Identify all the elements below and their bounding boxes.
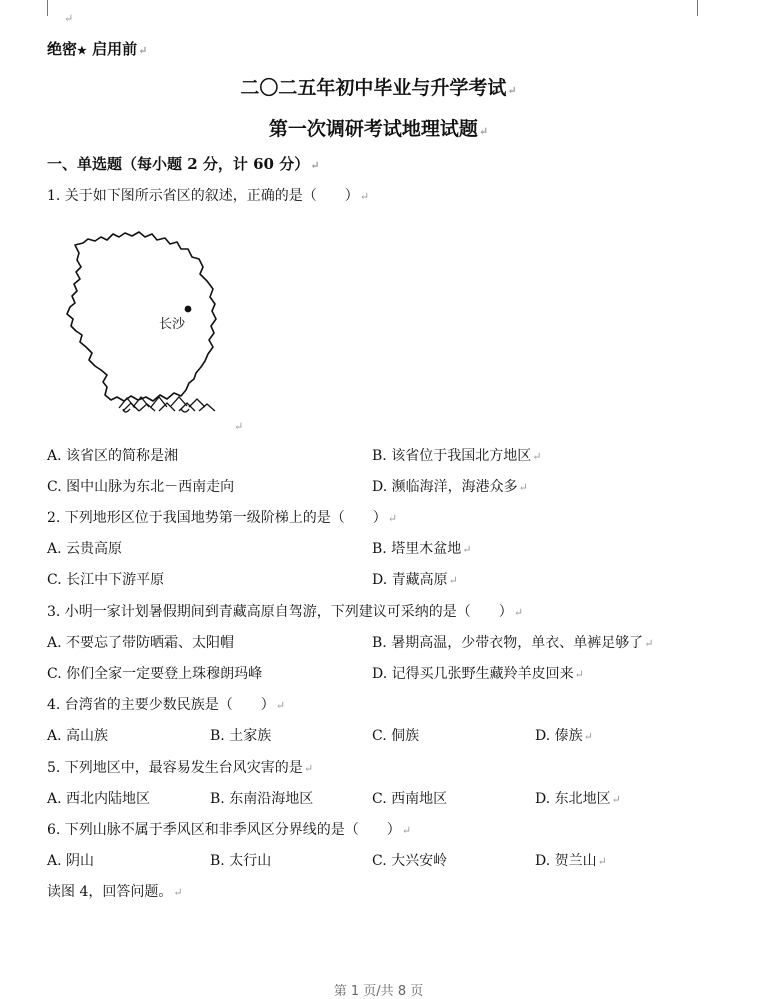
paragraph-mark-icon: ↵ bbox=[138, 44, 148, 57]
crop-mark-left bbox=[47, 0, 48, 16]
option-a bbox=[47, 790, 150, 808]
option-text: C. 大兴安岭 bbox=[372, 853, 448, 869]
paragraph-mark-icon: ↵ bbox=[448, 574, 458, 587]
option-text: C. 图中山脉为东北－西南走向 bbox=[47, 479, 235, 495]
province-map-figure bbox=[55, 225, 230, 425]
option-text: A. 不要忘了带防晒霜、太阳帽 bbox=[47, 635, 235, 651]
question-stem bbox=[47, 696, 285, 715]
page-footer: 第 1 页/共 8 页 bbox=[333, 984, 424, 999]
option-text: D. 濒临海洋，海港众多 bbox=[372, 479, 518, 495]
option-a bbox=[47, 727, 108, 745]
option-d bbox=[535, 727, 593, 746]
option-a bbox=[47, 540, 122, 558]
paragraph-mark-icon: ↵ bbox=[462, 543, 472, 556]
question-stem bbox=[47, 603, 523, 622]
paragraph-mark-icon: ↵ bbox=[478, 125, 489, 138]
paragraph-mark-icon: ↵ bbox=[310, 159, 320, 172]
paragraph-mark-icon: ↵ bbox=[303, 762, 314, 775]
option-b bbox=[210, 852, 271, 870]
exam-subtitle-text: 第一次调研考试地理试题 bbox=[268, 118, 478, 140]
option-d bbox=[372, 478, 528, 497]
question-stem-text: 2. 下列地形区位于我国地势第一级阶梯上的是（ ） bbox=[47, 510, 387, 526]
paragraph-mark-icon: ↵ bbox=[583, 730, 593, 743]
paragraph-mark-icon: ↵ bbox=[234, 420, 244, 433]
option-text: C. 西南地区 bbox=[372, 791, 448, 807]
option-text: B. 太行山 bbox=[210, 853, 272, 869]
option-text: D. 青藏高原 bbox=[372, 572, 448, 588]
paragraph-mark-icon: ↵ bbox=[574, 668, 584, 681]
option-text: D. 记得买几张野生藏羚羊皮回来 bbox=[372, 666, 574, 682]
star-icon: ★ bbox=[77, 44, 87, 57]
paragraph-mark-icon: ↵ bbox=[507, 84, 517, 97]
option-text: A. 高山族 bbox=[47, 728, 109, 744]
paragraph-mark-icon: ↵ bbox=[644, 637, 654, 650]
question-stem-text: 4. 台湾省的主要少数民族是（ ） bbox=[47, 697, 275, 713]
option-c bbox=[47, 665, 262, 683]
option-d bbox=[372, 665, 584, 684]
province-outline bbox=[67, 232, 216, 401]
option-c bbox=[372, 727, 419, 745]
section-heading bbox=[47, 155, 319, 175]
question-stem bbox=[47, 509, 397, 528]
paragraph-mark-icon: ↵ bbox=[64, 12, 74, 25]
option-text: B. 土家族 bbox=[210, 728, 272, 744]
option-text: A. 阴山 bbox=[47, 853, 95, 869]
option-text: B. 东南沿海地区 bbox=[210, 791, 314, 807]
option-c bbox=[47, 478, 234, 496]
option-a bbox=[47, 447, 178, 465]
option-text: C. 侗族 bbox=[372, 728, 420, 744]
paragraph-mark-icon: ↵ bbox=[387, 512, 398, 525]
question-stem-text: 6. 下列山脉不属于季风区和非季风区分界线的是（ ） bbox=[47, 822, 401, 838]
option-text: D. 傣族 bbox=[535, 728, 583, 744]
option-c bbox=[47, 571, 164, 589]
exam-title-line1 bbox=[0, 76, 757, 103]
option-text: D. 贺兰山 bbox=[535, 853, 597, 869]
read-instruction-text: 读图 4，回答问题。 bbox=[47, 884, 173, 900]
option-d bbox=[535, 852, 607, 871]
question-stem bbox=[47, 821, 411, 840]
question-stem bbox=[47, 759, 313, 778]
changsha-city-dot bbox=[185, 306, 192, 313]
option-d bbox=[535, 790, 621, 809]
question-stem-text: 3. 小明一家计划暑假期间到青藏高原自驾游，下列建议可采纳的是（ ） bbox=[47, 604, 513, 620]
paragraph-mark-icon: ↵ bbox=[532, 450, 542, 463]
question-stem-text: 1. 关于如下图所示省区的叙述，正确的是（ ） bbox=[47, 188, 359, 204]
paragraph-mark-icon: ↵ bbox=[401, 824, 412, 837]
crop-mark-right bbox=[697, 0, 698, 16]
question-stem-text: 5. 下列地区中，最容易发生台风灾害的是 bbox=[47, 760, 303, 776]
paragraph-mark-icon: ↵ bbox=[518, 481, 528, 494]
option-text: B. 该省位于我国北方地区 bbox=[372, 448, 532, 464]
option-text: B. 塔里木盆地 bbox=[372, 541, 462, 557]
secret-suffix: 启用前 bbox=[92, 40, 138, 58]
read-instruction bbox=[47, 883, 183, 902]
paragraph-mark-icon: ↵ bbox=[611, 793, 621, 806]
option-c bbox=[372, 852, 447, 870]
paragraph-mark-icon: ↵ bbox=[597, 855, 607, 868]
option-text: A. 西北内陆地区 bbox=[47, 791, 151, 807]
option-text: A. 该省区的简称是湘 bbox=[47, 448, 179, 464]
option-text: A. 云贵高原 bbox=[47, 541, 123, 557]
option-text: C. 长江中下游平原 bbox=[47, 572, 165, 588]
option-c bbox=[372, 790, 447, 808]
confidential-label bbox=[47, 40, 147, 60]
option-text: C. 你们全家一定要登上珠穆朗玛峰 bbox=[47, 666, 263, 682]
option-text: B. 暑期高温，少带衣物，单衣、单裤足够了 bbox=[372, 635, 644, 651]
option-b bbox=[210, 727, 271, 745]
option-text: D. 东北地区 bbox=[535, 791, 611, 807]
paragraph-mark-icon: ↵ bbox=[359, 190, 370, 203]
exam-title-line2 bbox=[0, 117, 757, 144]
option-b bbox=[372, 540, 471, 559]
option-b bbox=[372, 634, 653, 653]
section-heading-text: 一、单选题（每小题 2 分，计 60 分） bbox=[47, 155, 310, 173]
option-b bbox=[210, 790, 313, 808]
secret-label: 绝密 bbox=[47, 40, 78, 58]
option-b bbox=[372, 447, 541, 466]
question-stem bbox=[47, 187, 369, 206]
paragraph-mark-icon: ↵ bbox=[173, 886, 183, 899]
option-d bbox=[372, 571, 458, 590]
paragraph-mark-icon: ↵ bbox=[275, 699, 286, 712]
exam-title-text: 二〇二五年初中毕业与升学考试 bbox=[240, 77, 507, 99]
option-a bbox=[47, 634, 234, 652]
city-label: 长沙 bbox=[159, 317, 186, 332]
paragraph-mark-icon: ↵ bbox=[513, 606, 524, 619]
option-a bbox=[47, 852, 94, 870]
